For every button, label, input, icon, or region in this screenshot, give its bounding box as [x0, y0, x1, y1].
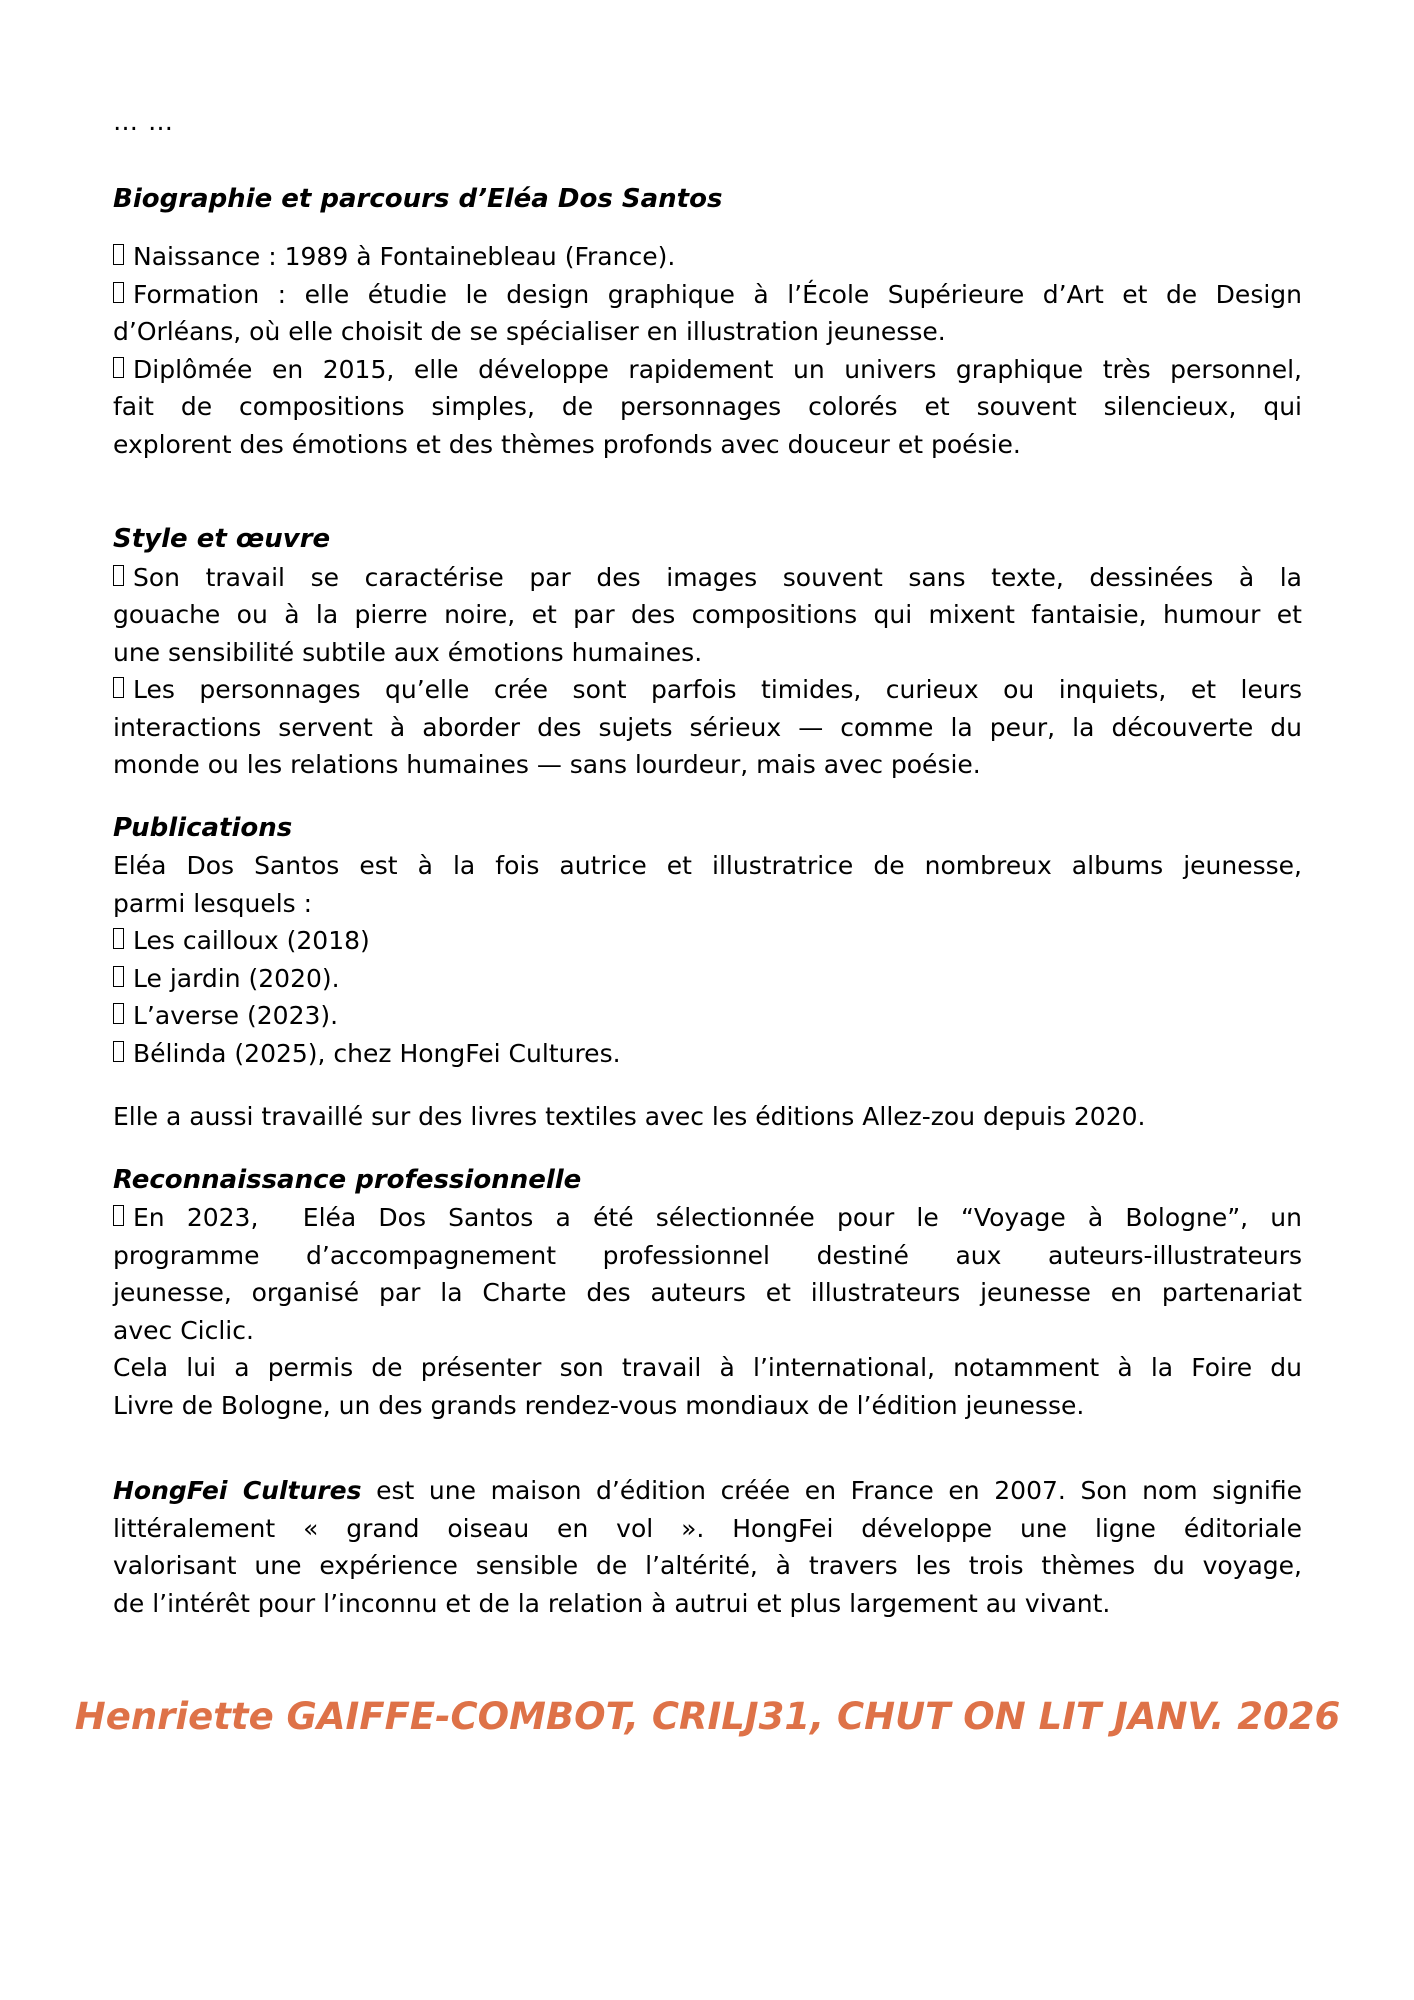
body-line [113, 1547, 1302, 1585]
line-text: Henriette GAIFFE-COMBOT, CRILJ31, CHUT ON LIT JANV. 2026 [74, 1695, 1341, 1738]
body-line [113, 709, 1302, 747]
line-text: interactions servent à aborder des sujets sérieux — comme la peur, la découverte du [113, 712, 1302, 742]
body-line [113, 997, 1302, 1035]
missing-glyph-icon [113, 244, 124, 265]
body-line [113, 847, 1302, 885]
missing-glyph-icon [113, 1041, 124, 1062]
body-line [113, 276, 1302, 314]
line-text: fait de compositions simples, de personnages colorés et souvent silencieux, qui [113, 392, 1302, 421]
line-text: Diplômée en 2015, elle développe rapidement un univers graphique très personnel, [133, 354, 1302, 384]
body-line [113, 885, 1302, 923]
missing-glyph-icon [113, 1205, 124, 1226]
line-text: explorent des émotions et des thèmes profonds avec douceur et poésie. [113, 429, 1021, 459]
body-line [113, 1510, 1302, 1548]
body-line [113, 960, 1302, 998]
body-line [113, 596, 1302, 634]
body-line [113, 1349, 1302, 1387]
body-line [113, 1387, 1302, 1425]
body-line [113, 1237, 1302, 1275]
line-text: jeunesse, organisé par la Charte des auteurs et illustrateurs jeunesse en partenariat [113, 1278, 1302, 1307]
section-heading [113, 810, 1302, 848]
body-line [113, 922, 1302, 960]
line-text: Le jardin (2020). [133, 963, 340, 993]
line-text: monde ou les relations humaines — sans lourdeur, mais avec poésie. [113, 750, 981, 779]
body-line [113, 1585, 1302, 1623]
line-text: valorisant une expérience sensible de l’altérité, à travers les trois thèmes du voyage, [113, 1551, 1302, 1580]
line-text: est une maison d’édition créée en France en 2007. Son nom signifie [361, 1476, 1302, 1505]
line-text: Eléa Dos Santos est à la fois autrice et illustratrice de nombreux albums jeunesse, [113, 851, 1302, 880]
body-line [113, 1312, 1302, 1350]
missing-glyph-icon [113, 1003, 124, 1024]
section-heading [113, 1162, 1302, 1200]
body-line [113, 746, 1302, 784]
line-text: Formation : elle étudie le design graphique à l’École Supérieure d’Art et de Design [133, 279, 1302, 309]
missing-glyph-icon [113, 565, 124, 586]
line-text: Publications [113, 812, 293, 843]
line-text: … … [113, 107, 174, 136]
signature-line [55, 1692, 1360, 1742]
section-heading [113, 521, 1302, 559]
missing-glyph-icon [113, 677, 124, 698]
publisher-name-bold: HongFei Cultures [113, 1476, 362, 1505]
line-text: d’Orléans, où elle choisit de se spécialiser en illustration jeunesse. [113, 317, 946, 346]
line-text: Style et œuvre [113, 524, 331, 554]
body-line [113, 559, 1302, 597]
body-line [113, 671, 1302, 709]
body-line [113, 1472, 1302, 1510]
body-line [113, 351, 1302, 389]
missing-glyph-icon [113, 282, 124, 303]
line-text: En 2023, Eléa Dos Santos a été sélectionnée pour le “Voyage à Bologne”, un [133, 1203, 1302, 1232]
line-text: Elle a aussi travaillé sur des livres textiles avec les éditions Allez-zou depuis 2020. [113, 1102, 1146, 1131]
body-line [113, 1199, 1302, 1237]
missing-glyph-icon [113, 966, 124, 987]
body-line [113, 1098, 1302, 1136]
body-line [113, 313, 1302, 351]
body-line [113, 238, 1302, 276]
line-text: L’averse (2023). [133, 1001, 339, 1030]
missing-glyph-icon [113, 928, 124, 949]
missing-glyph-icon [113, 357, 124, 378]
line-text: parmi lesquels : [113, 888, 313, 918]
line-text: une sensibilité subtile aux émotions humaines. [113, 637, 703, 667]
line-text: gouache ou à la pierre noire, et par des compositions qui mixent fantaisie, humour et [113, 600, 1302, 629]
line-text: Bélinda (2025), chez HongFei Cultures. [133, 1038, 621, 1068]
line-text: avec Ciclic. [113, 1315, 254, 1345]
line-text: Cela lui a permis de présenter son travail à l’international, notamment à la Foire du [113, 1353, 1302, 1382]
body-line [113, 388, 1302, 426]
line-text: Les cailloux (2018) [133, 926, 370, 955]
body-line [113, 634, 1302, 672]
line-text: Les personnages qu’elle crée sont parfois timides, curieux ou inquiets, et leurs [133, 675, 1302, 704]
body-line [113, 426, 1302, 464]
ellipsis-leader [113, 103, 1302, 141]
body-line [113, 1035, 1302, 1073]
line-text: Reconnaissance professionnelle [113, 1164, 582, 1195]
line-text: Son travail se caractérise par des images souvent sans texte, dessinées à la [133, 562, 1302, 592]
body-line [113, 1274, 1302, 1312]
section-heading [113, 181, 1302, 219]
line-text: de l’intérêt pour l’inconnu et de la relation à autrui et plus largement au vivant. [113, 1588, 1111, 1618]
line-text: Naissance : 1989 à Fontainebleau (France). [133, 242, 676, 271]
line-text: littéralement « grand oiseau en vol ». HongFei développe une ligne éditoriale [113, 1513, 1302, 1543]
line-text: programme d’accompagnement professionnel destiné aux auteurs-illustrateurs [113, 1240, 1302, 1270]
line-text: Biographie et parcours d’Eléa Dos Santos [113, 183, 723, 214]
line-text: Livre de Bologne, un des grands rendez-vous mondiaux de l’édition jeunesse. [113, 1390, 1085, 1420]
